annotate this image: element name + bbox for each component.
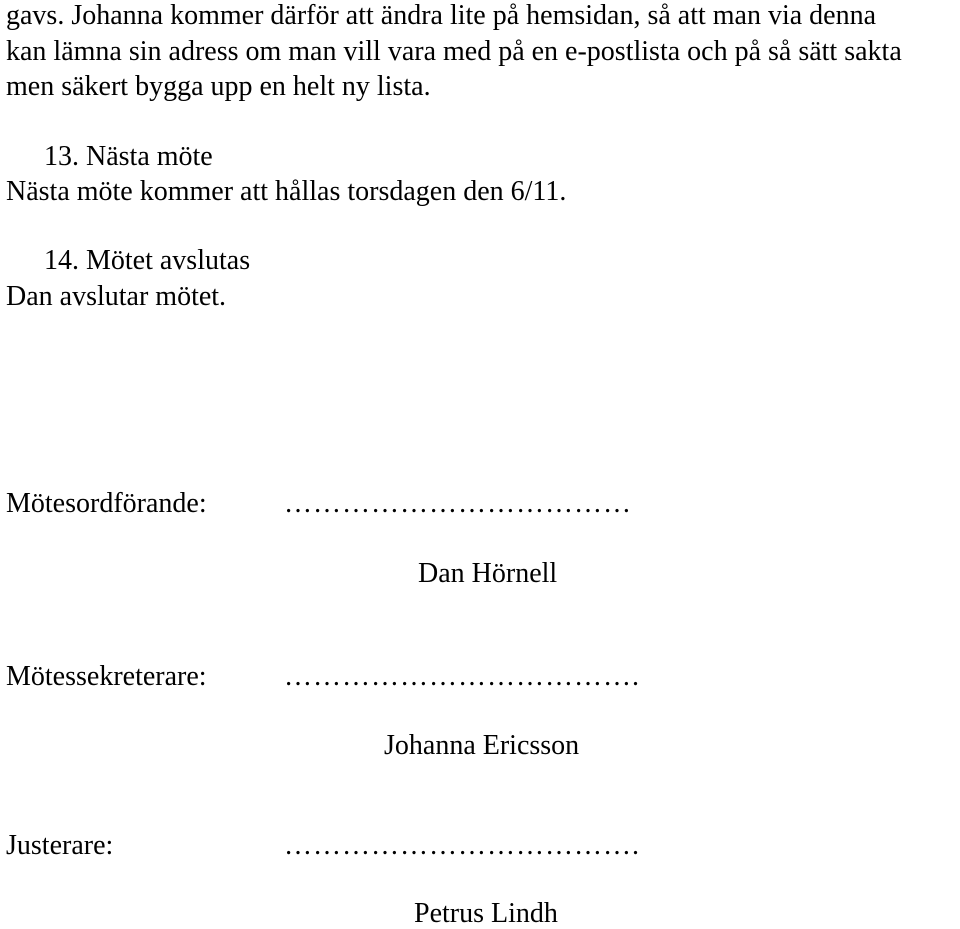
paragraph-line-3: men säkert bygga upp en helt ny lista. [6, 71, 431, 102]
chair-signature-line: ……………………………… [284, 488, 632, 519]
section-14-body: Dan avslutar mötet. [6, 281, 227, 312]
section-14-heading: 14. Mötet avslutas [44, 245, 251, 276]
section-13-body: Nästa möte kommer att hållas torsdagen den 6/11. [6, 176, 567, 207]
chair-label: Mötesordförande: [6, 488, 207, 519]
paragraph-line-2: kan lämna sin adress om man vill vara med på en e-postlista och på så sätt sakta [6, 36, 902, 67]
section-13-heading: 13. Nästa möte [44, 141, 213, 172]
adjuster-signature-line: ………………………………. [284, 830, 640, 861]
chair-name: Dan Hörnell [418, 558, 558, 589]
adjuster-label: Justerare: [6, 830, 114, 861]
secretary-label: Mötessekreterare: [6, 661, 207, 692]
secretary-name: Johanna Ericsson [384, 730, 580, 761]
adjuster-name: Petrus Lindh [414, 898, 558, 929]
secretary-signature-line: ………………………………. [284, 661, 640, 692]
paragraph-line-1: gavs. Johanna kommer därför att ändra lite på hemsidan, så att man via denna [6, 0, 877, 31]
